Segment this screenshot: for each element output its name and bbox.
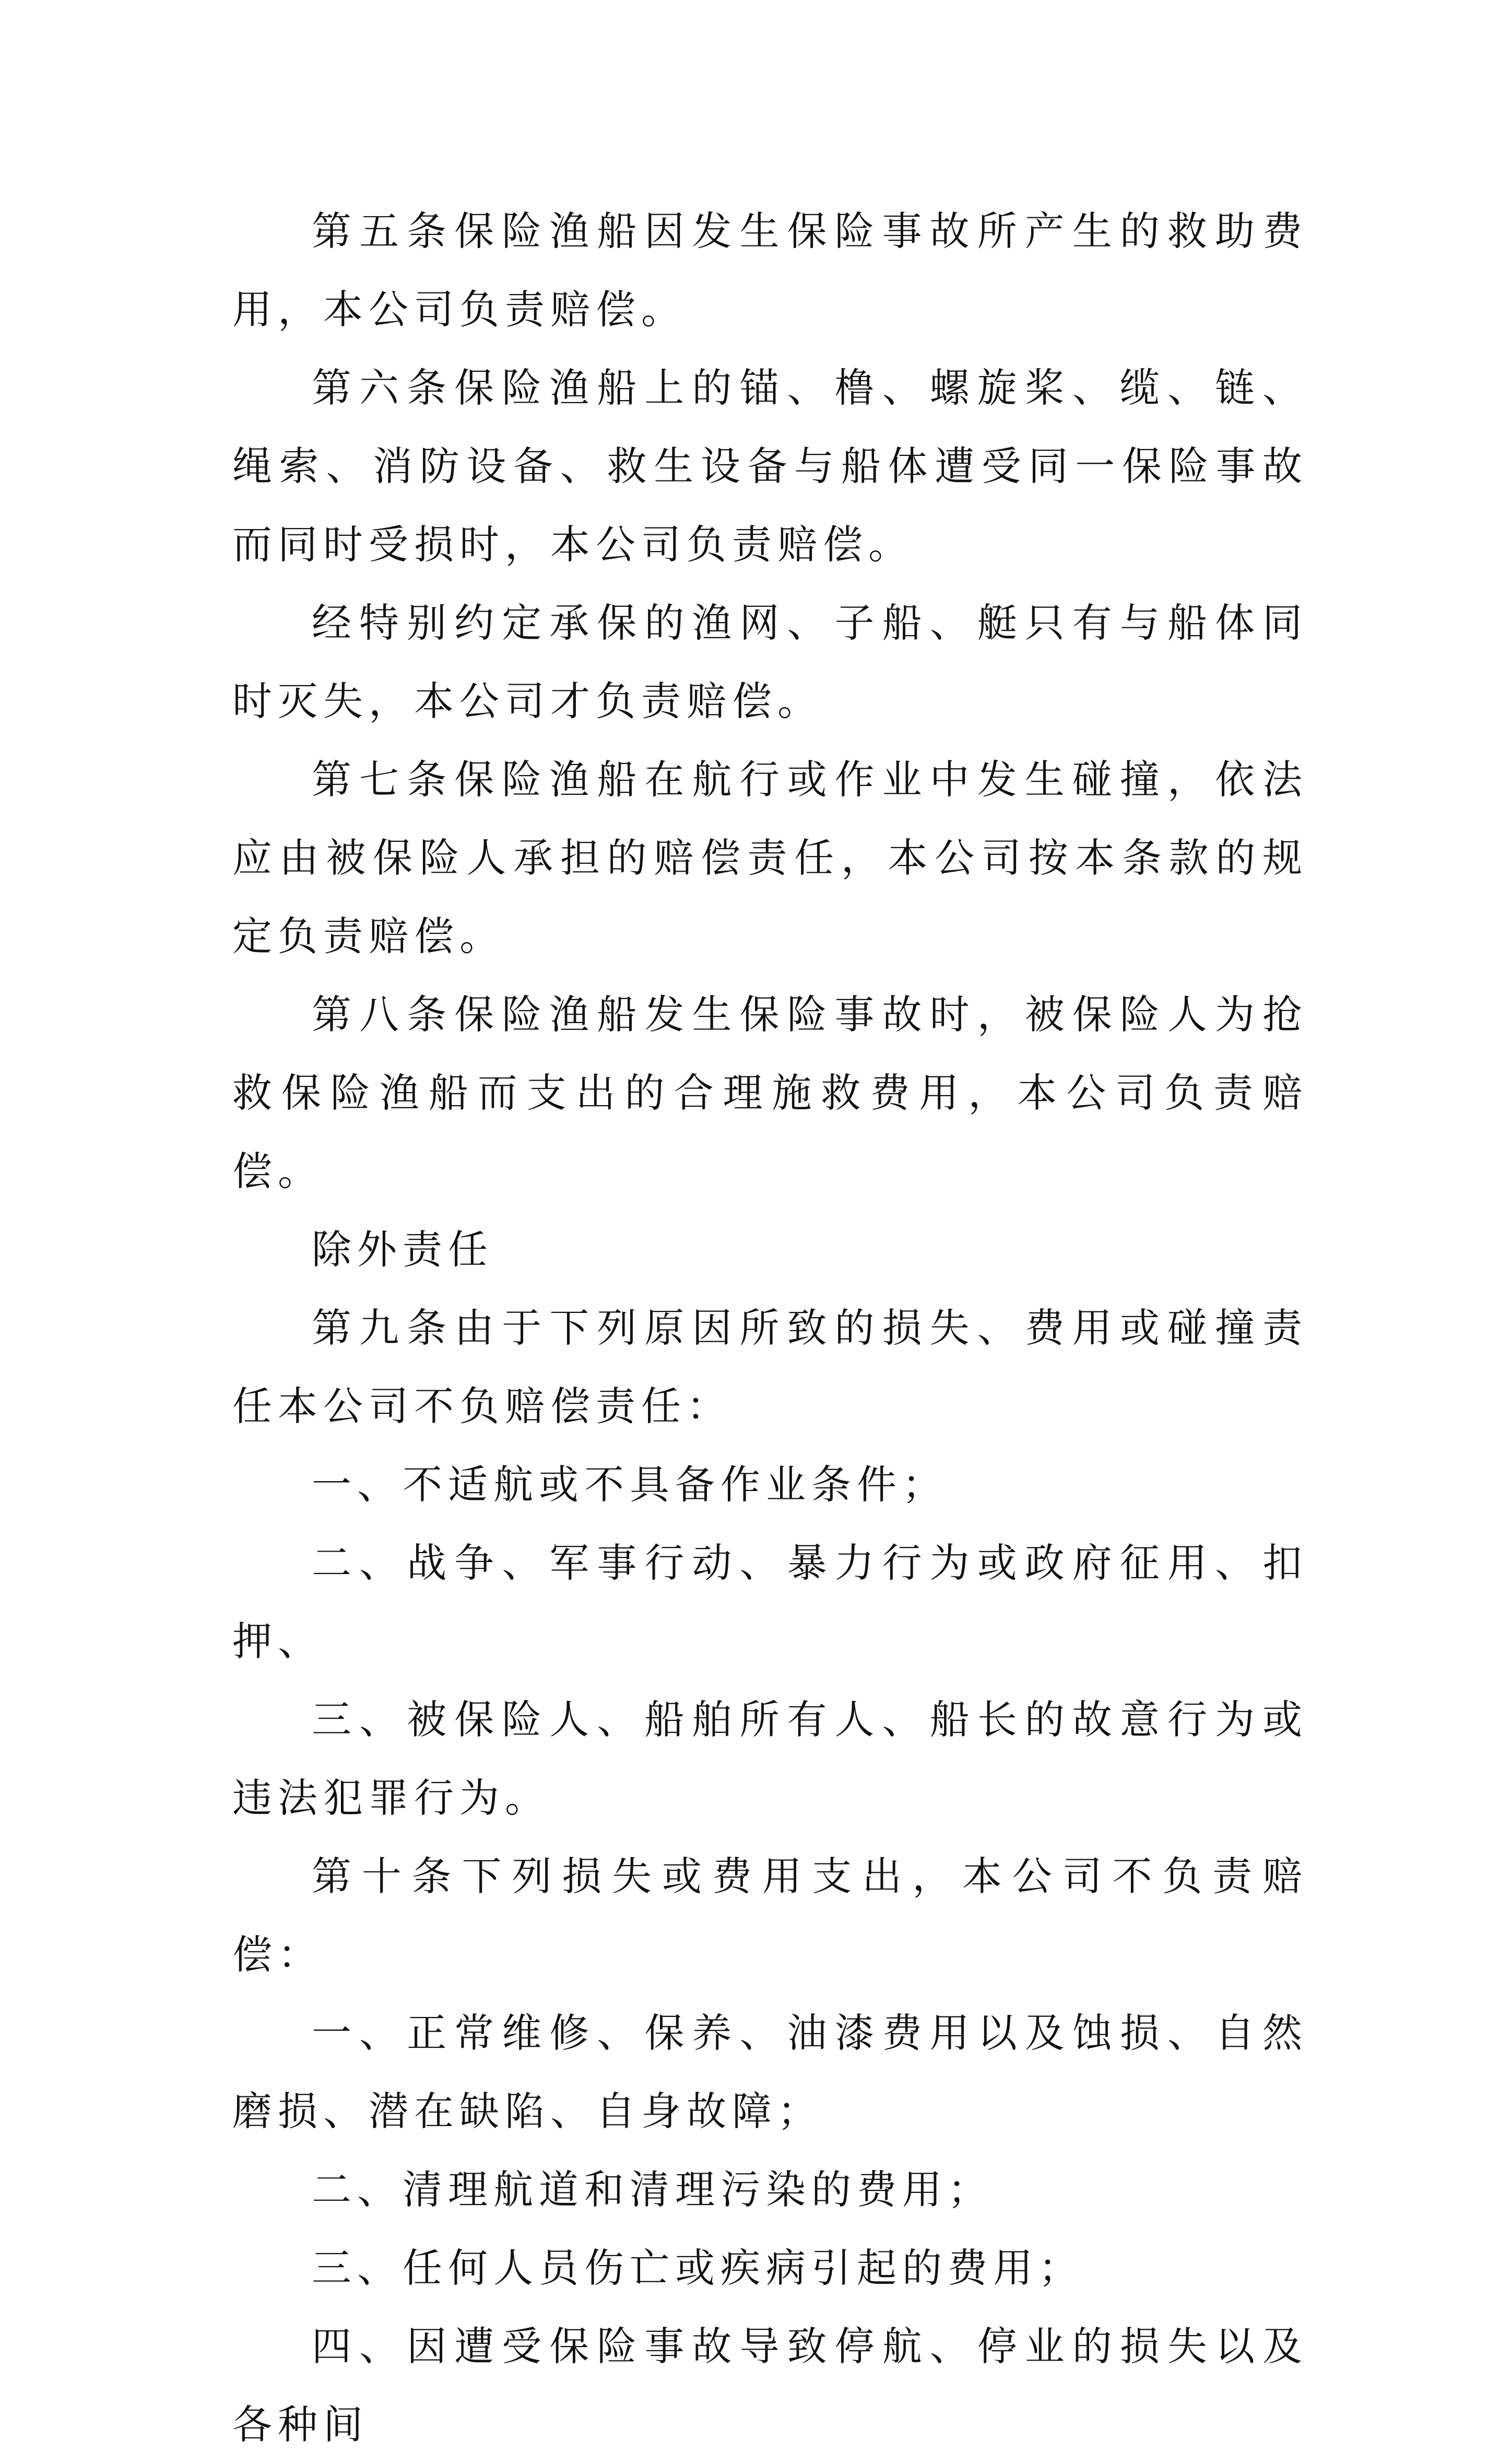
list-item-article-10-4: 四、因遭受保险事故导致停航、停业的损失以及各种间 [232, 2323, 1308, 2448]
list-item-article-9-1: 一、不适航或不具备作业条件； [312, 1461, 948, 1508]
paragraph-article-7: 第七条保险渔船在航行或作业中发生碰撞，依法应由被保险人承担的赔偿责任，本公司按本条款的规定负责赔偿。 [232, 756, 1308, 959]
paragraph-article-6: 第六条保险渔船上的锚、橹、螺旋桨、缆、链、绳索、消防设备、救生设备与船体遭受同一保险事故而同时受损时，本公司负责赔偿。 [232, 365, 1308, 568]
paragraph-article-5: 第五条保险渔船因发生保险事故所产生的救助费用，本公司负责赔偿。 [232, 208, 1308, 333]
list-item-article-10-1: 一、正常维修、保养、油漆费用以及蚀损、自然磨损、潜在缺陷、自身故障； [232, 2010, 1308, 2134]
paragraph-article-9: 第九条由于下列原因所致的损失、费用或碰撞责任本公司不负赔偿责任： [232, 1305, 1308, 1429]
paragraph-special-agreement: 经特别约定承保的渔网、子船、艇只有与船体同时灭失，本公司才负责赔偿。 [232, 600, 1308, 724]
list-item-article-10-3: 三、任何人员伤亡或疾病引起的费用； [312, 2245, 1084, 2291]
list-item-article-10-2: 二、清理航道和清理污染的费用； [312, 2166, 993, 2213]
list-item-article-9-2: 二、战争、军事行动、暴力行为或政府征用、扣押、 [232, 1540, 1308, 1664]
paragraph-article-10: 第十条下列损失或费用支出，本公司不负责赔偿： [232, 1853, 1308, 1978]
paragraph-article-8: 第八条保险渔船发生保险事故时，被保险人为抢救保险渔船而支出的合理施救费用，本公司负责赔偿。 [232, 991, 1308, 1194]
list-item-article-9-3: 三、被保险人、船舶所有人、船长的故意行为或违法犯罪行为。 [232, 1696, 1308, 1821]
document-page [232, 192, 1308, 2464]
section-heading-exclusions: 除外责任 [312, 1226, 493, 1273]
